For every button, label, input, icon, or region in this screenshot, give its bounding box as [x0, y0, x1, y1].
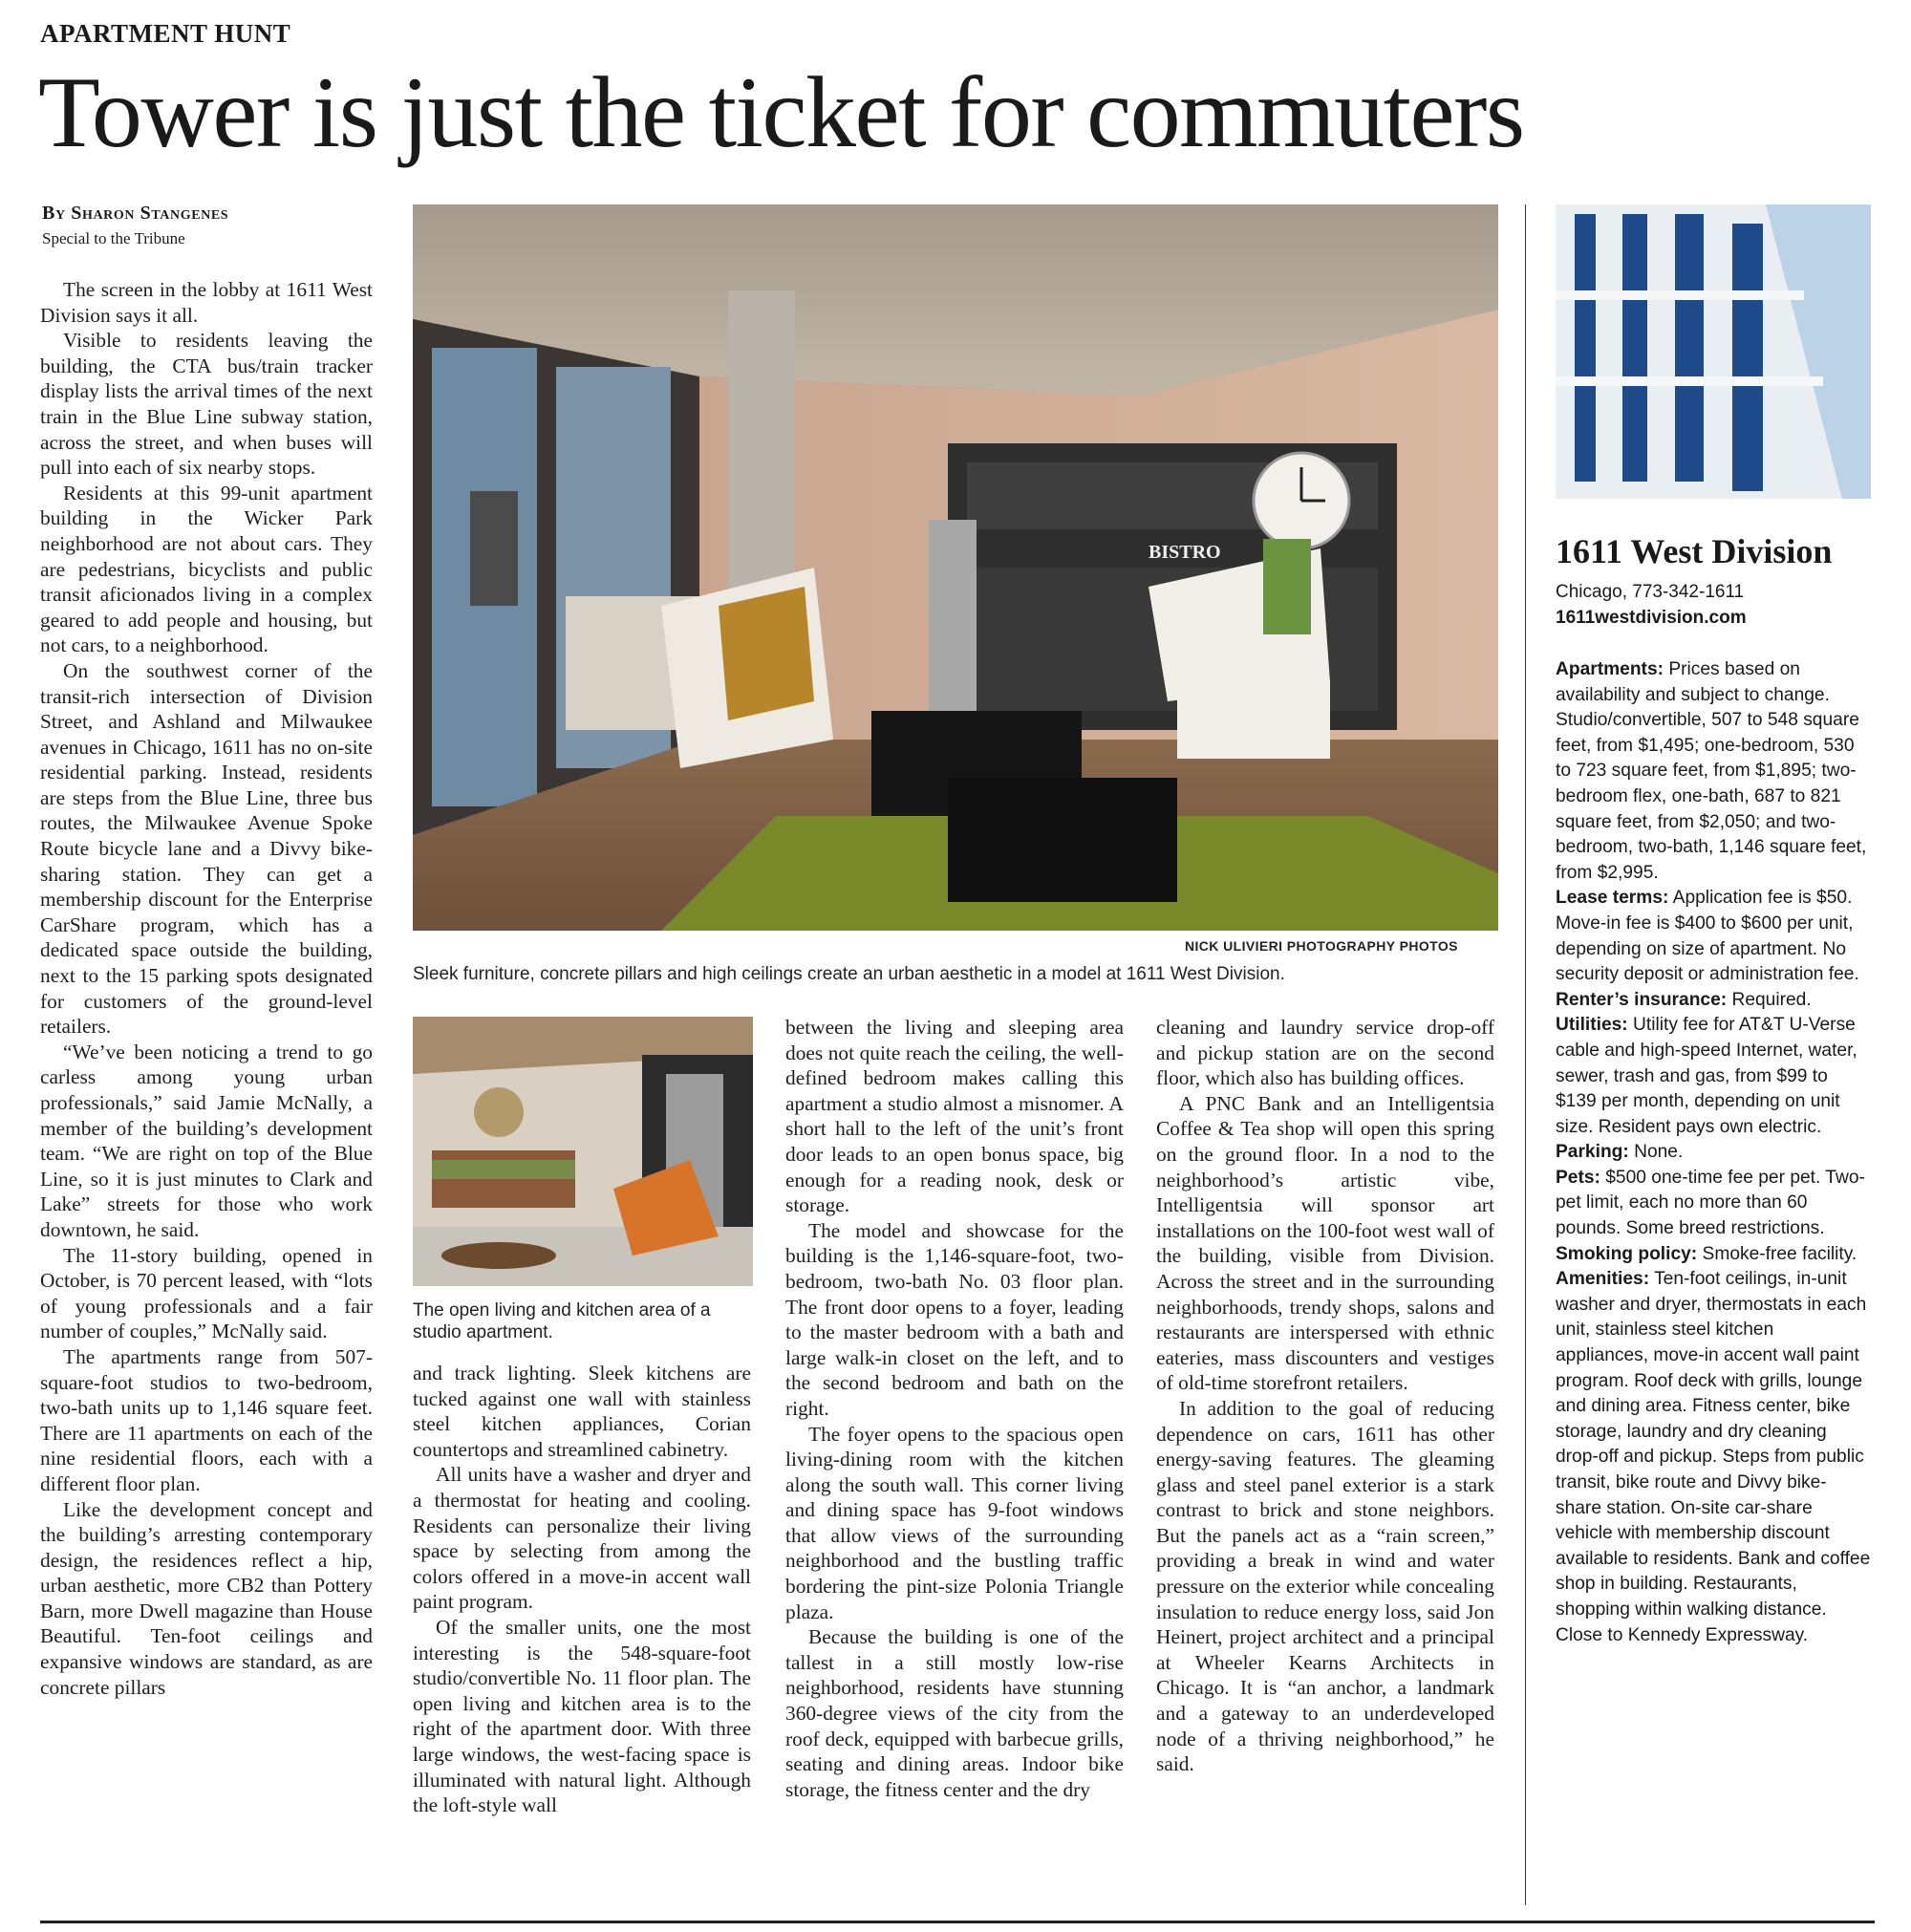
- sidebar-item-label: Pets:: [1556, 1167, 1600, 1188]
- sidebar-item: [1556, 886, 1871, 987]
- paragraph: Like the development concept and the building’s arresting contemporary design, the residences reflect a hip, urban aesthetic, more CB2 than Pottery Barn, more Dwell magazine than House Beautiful. Ten-foot ceilings and expansive windows are standard, as are concrete pillars: [40, 1497, 373, 1699]
- sidebar-item-label: Parking:: [1556, 1142, 1629, 1163]
- paragraph: Visible to residents leaving the building, the CTA bus/train tracker display lists the arrival times of the next train in the Blue Line subway station, across the street, and when buses will pull into each of six nearby stops.: [40, 329, 373, 480]
- paragraph: The apartments range from 507-square-foot studios to two-bedroom, two-bath units up to 1,146 square feet. There are 11 apartments on each of the nine residential floors, each with a different floor plan.: [40, 1344, 373, 1495]
- sidebar-contact: [1556, 579, 1747, 631]
- paragraph: cleaning and laundry service drop-off and pickup station are on the second floor, which also has building offices.: [1156, 1016, 1494, 1090]
- paragraph: The foyer opens to the spacious open living-dining room with the kitchen along the south wall. This corner living and dining space has 9-foot windows that allow views of the surrounding neighborhood and the bustling traffic bordering the pint-size Polonia Triangle plaza.: [785, 1422, 1124, 1623]
- studio-photo: [413, 1017, 753, 1286]
- paragraph: In addition to the goal of reducing dependence on cars, 1611 has other energy-saving features. The gleaming glass and steel panel exterior is a stark contrast to brick and stone neighbors. But the panels act as a “rain screen,” providing a break in wind and water pressure on the exterior while concealing insulation to reduce energy loss, said Jon Heinert, project architect and a principal at Wheeler Kearns Architects in Chicago. It is “an anchor, a landmark and a gateway to an underdeveloped node of a thriving neighborhood,” he said.: [1156, 1396, 1494, 1776]
- main-photo-caption: Sleek furniture, concrete pillars and high ceilings create an urban aesthetic in a model at 1611 West Division.: [413, 964, 1285, 984]
- building-facade-illustration: [1556, 204, 1871, 499]
- paragraph: The screen in the lobby at 1611 West Division says it all.: [40, 278, 373, 327]
- paragraph: Of the smaller units, one the most interesting is the 548-square-foot studio/convertible No. 11 floor plan. The open living and kitchen area is to the right of the apartment door. With three large windows, the west-facing space is illuminated with natural light. Although the loft-style wall: [413, 1615, 751, 1817]
- sidebar-divider: [1525, 204, 1526, 1905]
- sidebar-item: [1556, 988, 1871, 1014]
- paragraph: The 11-story building, opened in October, is 70 percent leased, with “lots of young professionals and a fair number of couples,” McNally said.: [40, 1243, 373, 1343]
- sidebar-item-label: Renter’s insurance:: [1556, 989, 1728, 1010]
- article-column-4: [1156, 1015, 1494, 1777]
- article-column-3: [785, 1015, 1124, 1802]
- sidebar-item-text: Required.: [1727, 989, 1812, 1010]
- bottom-rule: [40, 1921, 1875, 1923]
- sidebar-item-text: Smoke-free facility.: [1697, 1243, 1857, 1264]
- paragraph: Residents at this 99-unit apartment building in the Wicker Park neighborhood are not about cars. They are pedestrians, bicyclists and public transit aficionados living in a complex geared to add people and housing, but not cars, to a neighborhood.: [40, 481, 373, 657]
- section-kicker: APARTMENT HUNT: [40, 19, 291, 48]
- sidebar-item: [1556, 1166, 1871, 1242]
- sidebar-website[interactable]: 1611westdivision.com: [1556, 608, 1747, 628]
- byline: By Sharon Stangenes: [42, 203, 229, 224]
- sidebar-title: 1611 West Division: [1556, 532, 1833, 570]
- studio-illustration: [413, 1017, 753, 1286]
- paragraph: “We’ve been noticing a trend to go carless among young urban professionals,” said Jamie McNally, a member of the building’s development team. “We are right on top of the Blue Line, so it is just minutes to Clark and Lake” streets for those who work downtown, he said.: [40, 1040, 373, 1241]
- sidebar-item: [1556, 1267, 1871, 1648]
- sidebar-item-label: Utilities:: [1556, 1015, 1628, 1036]
- paragraph: All units have a washer and dryer and a thermostat for heating and cooling. Residents can personalize their living space by selecting from among the colors offered in a move-in accent wall paint program.: [413, 1463, 751, 1614]
- sidebar-item-label: Smoking policy:: [1556, 1243, 1698, 1264]
- studio-photo-caption: The open living and kitchen area of a studio apartment.: [413, 1300, 711, 1342]
- sidebar-item: [1556, 657, 1871, 886]
- sidebar-item-label: Amenities:: [1556, 1269, 1650, 1290]
- sidebar-item-label: Apartments:: [1556, 659, 1664, 679]
- living-room-illustration: [413, 204, 1498, 931]
- sidebar-item-text: None.: [1628, 1142, 1684, 1163]
- sidebar-item-text: Prices based on availability and subject to change. Studio/convertible, 507 to 548 square feet, from $1,495; one-bedroom, 530 to 723 square feet, from $1,895; two-bedroom flex, one-bath, 687 to 821 square feet, from $2,050; and two-bedroom, two-bath, 1,146 square feet, from $2,995.: [1556, 659, 1867, 883]
- main-photo: [413, 204, 1498, 931]
- article-column-2: [413, 1361, 751, 1818]
- article-column-1: [40, 277, 373, 1700]
- paragraph: Because the building is one of the tallest in a still mostly low-rise neighborhood, residents have stunning 360-degree views of the city from the roof deck, equipped with barbecue grills, seating and dining areas. Indoor bike storage, the fitness center and the dry: [785, 1625, 1124, 1801]
- byline-affiliation: Special to the Tribune: [42, 229, 185, 247]
- sidebar-item-text: Application fee is $50. Move-in fee is $400 to $600 per unit, depending on size of apartment. No security deposit or administration fee.: [1556, 888, 1859, 985]
- sidebar-item: [1556, 1140, 1871, 1166]
- sidebar-item: [1556, 1013, 1871, 1140]
- paragraph: The model and showcase for the building is the 1,146-square-foot, two-bedroom, two-bath No. 03 floor plan. The front door opens to a foyer, leading to the master bedroom with a bath and large walk-in closet on the left, and to the second bedroom and bath on the right.: [785, 1218, 1124, 1420]
- sidebar-details: [1556, 657, 1871, 1648]
- headline: Tower is just the ticket for commuters: [38, 56, 1524, 168]
- bistro-sign: BISTRO: [1149, 542, 1221, 563]
- sidebar-item: [1556, 1242, 1871, 1268]
- sidebar-item-text: Ten-foot ceilings, in-unit washer and dryer, thermostats in each unit, stainless steel kitchen appliances, move-in accent wall paint program. Roof deck with grills, lounge and dining area. Fitness center, bike storage, laundry and dry cleaning drop-off and pickup. Steps from public transit, bike route and Divvy bike-share station. On-site car-share vehicle with membership discount available to residents. Bank and coffee shop in building. Restaurants, shopping within walking distance. Close to Kennedy Expressway.: [1556, 1269, 1871, 1645]
- paragraph: between the living and sleeping area does not quite reach the ceiling, the well-defined bedroom makes calling this apartment a studio almost a misnomer. A short hall to the left of the unit’s front door leads to an open bonus space, big enough for a reading nook, desk or storage.: [785, 1016, 1124, 1217]
- paragraph: A PNC Bank and an Intelligentsia Coffee & Tea shop will open this spring on the ground floor. In a nod to the neighborhood’s artistic vibe, Intelligentsia will sponsor art installations on the 100-foot west wall of the building, visible from Division. Across the street and in the surrounding neighborhoods, trendy shops, salons and restaurants are interspersed with ethnic eateries, mass discounters and vestiges of old-time storefront retailers.: [1156, 1091, 1494, 1395]
- paragraph: On the southwest corner of the transit-rich intersection of Division Street, and Ashland and Milwaukee avenues in Chicago, 1611 has no on-site residential parking. Instead, residents are steps from the Blue Line, three bus routes, the Milwaukee Avenue Spoke Route bicycle lane and a Divvy bike-sharing station. They can get a membership discount for the Enterprise CarShare program, which has a dedicated space outside the building, next to the 15 parking spots designated for customers of the ground-level retailers.: [40, 658, 373, 1039]
- sidebar-city-phone: Chicago, 773-342-1611: [1556, 582, 1745, 602]
- building-photo: [1556, 204, 1871, 499]
- paragraph: and track lighting. Sleek kitchens are tucked against one wall with stainless steel kitchen appliances, Corian countertops and streamlined cabinetry.: [413, 1362, 751, 1461]
- photo-credit: NICK ULIVIERI PHOTOGRAPHY PHOTOS: [1185, 938, 1458, 954]
- sidebar-item-text: Utility fee for AT&T U-Verse cable and high-speed Internet, water, sewer, trash and gas, from $99 to $139 per month, depending on unit size. Resident pays own electric.: [1556, 1015, 1857, 1137]
- sidebar-item-label: Lease terms:: [1556, 888, 1669, 909]
- sidebar-item-text: $500 one-time fee per pet. Two-pet limit, each no more than 60 pounds. Some breed restrictions.: [1556, 1167, 1865, 1239]
